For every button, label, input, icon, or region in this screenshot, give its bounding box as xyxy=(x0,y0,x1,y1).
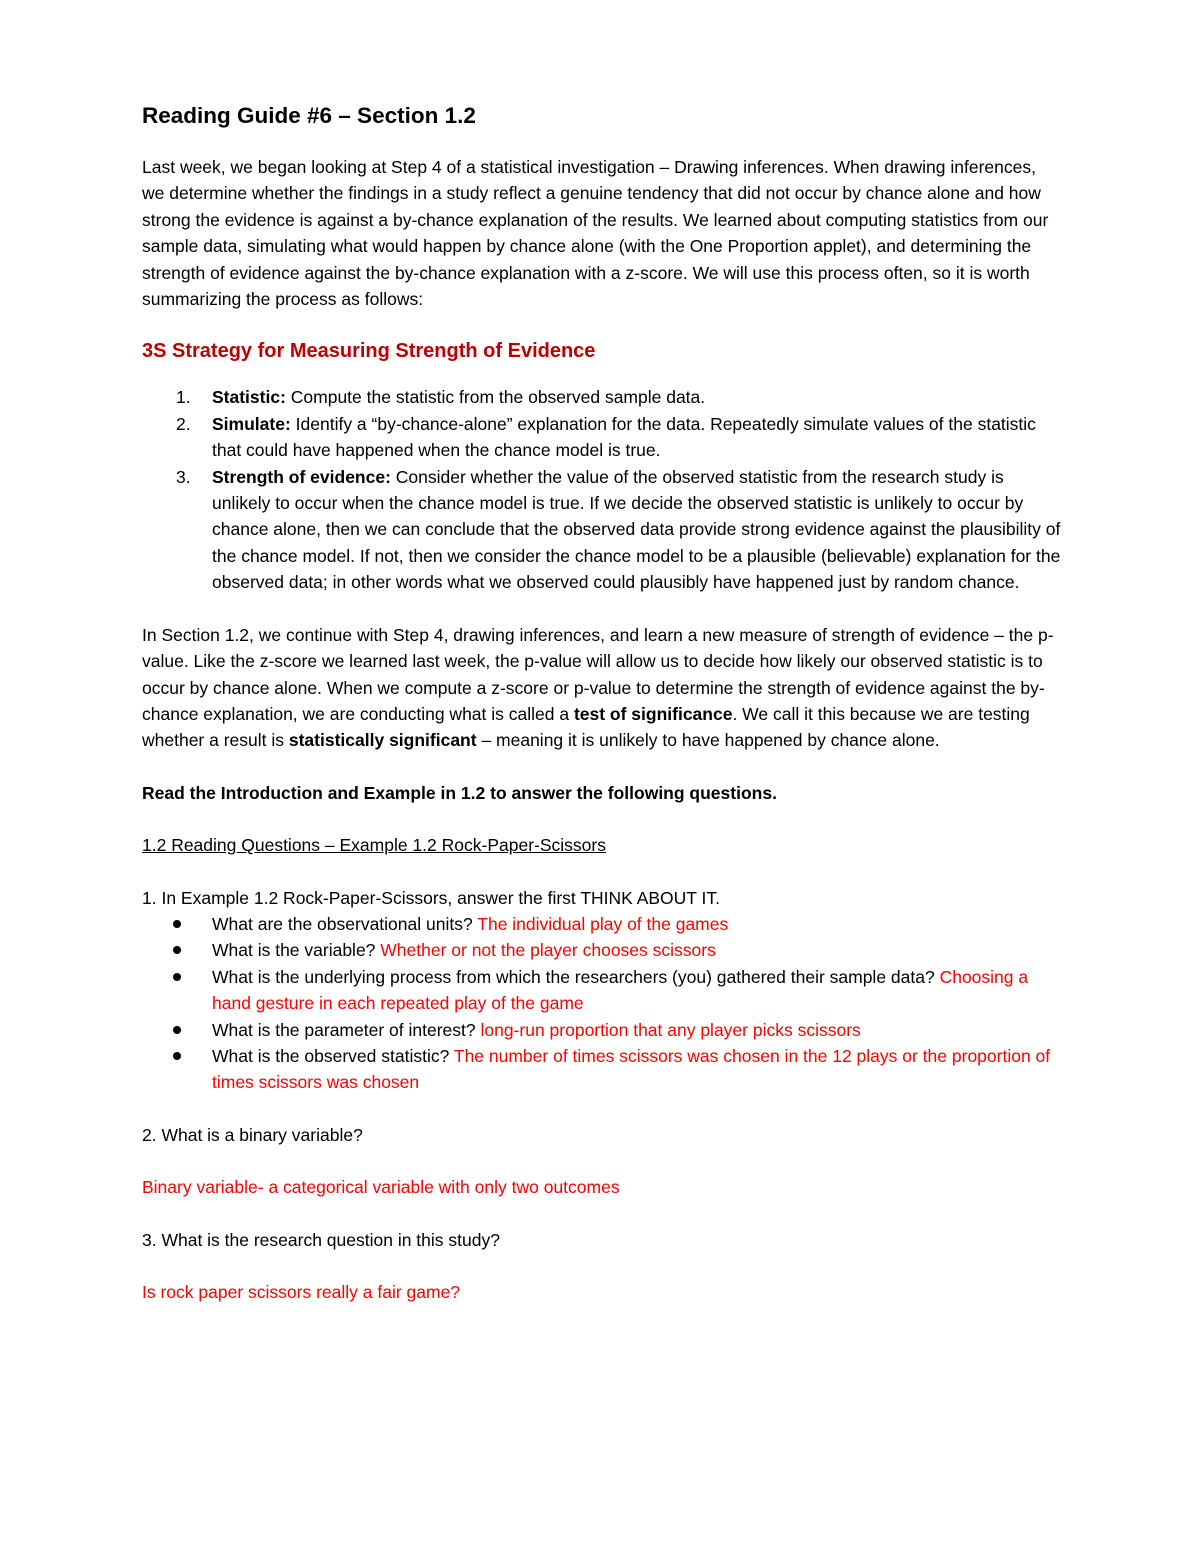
question-3-answer: Is rock paper scissors really a fair game? xyxy=(142,1282,461,1302)
strategy-step xyxy=(142,384,1062,410)
question-3-prompt: 3. What is the research question in this study? xyxy=(142,1229,500,1250)
list-item xyxy=(142,911,1062,937)
list-item xyxy=(142,964,1062,1017)
step-number: 3. xyxy=(176,466,191,487)
section-text-3: – meaning it is unlikely to have happened by chance alone. xyxy=(476,730,940,751)
strategy-step xyxy=(142,464,1062,596)
sub-question: What is the variable? xyxy=(212,940,381,961)
list-item xyxy=(142,1043,1062,1096)
sub-answer: Choosing a hand gesture in each repeated play of the game xyxy=(212,966,1029,1014)
bullet-icon xyxy=(173,973,181,981)
section-paragraph xyxy=(142,622,1062,754)
step-number: 2. xyxy=(176,413,191,434)
document-page xyxy=(142,100,1062,1305)
term-statistically-significant: statistically significant xyxy=(288,730,477,751)
sub-answer: The individual play of the games xyxy=(477,913,729,934)
strategy-steps-list xyxy=(142,384,1062,595)
document-title: Reading Guide #6 – Section 1.2 xyxy=(142,103,476,128)
step-number: 1. xyxy=(176,387,191,408)
sub-question: What is the parameter of interest? xyxy=(212,1019,481,1040)
question-2-prompt: 2. What is a binary variable? xyxy=(142,1124,363,1145)
question-1-prompt: 1. In Example 1.2 Rock-Paper-Scissors, answer the first THINK ABOUT IT. xyxy=(142,887,721,908)
step-text: Identify a “by-chance-alone” explanation for the data. Repeatedly simulate values of the statistic that could have happened when the chance model is true. xyxy=(212,413,1036,461)
sub-question: What is the underlying process from which the researchers (you) gathered their sample data? xyxy=(212,966,940,987)
step-text: Compute the statistic from the observed sample data. xyxy=(285,387,706,408)
section-text-2: . We call it this because we are testing whether a result is xyxy=(142,703,1030,751)
question-1-list xyxy=(142,911,1062,1096)
sub-question: What are the observational units? xyxy=(212,913,478,934)
bullet-icon xyxy=(173,920,181,928)
section-text-1: In Section 1.2, we continue with Step 4, drawing inferences, and learn a new measure of strength of evidence – the p-value. Like the z-score we learned last week, the p-value will allow us to decide how likely our observed statistic is to occur by chance alone. When we compute a z-score or p-value to determine the strength of evidence against the by-chance explanation, we are conducting what is called a xyxy=(142,624,1054,724)
reading-instruction: Read the Introduction and Example in 1.2 to answer the following questions. xyxy=(142,782,777,803)
strategy-step xyxy=(142,411,1062,464)
strategy-heading: 3S Strategy for Measuring Strength of Evidence xyxy=(142,340,596,363)
question-2-answer: Binary variable- a categorical variable with only two outcomes xyxy=(142,1177,620,1198)
term-test-of-significance: test of significance xyxy=(573,703,733,724)
step-text: Consider whether the value of the observed statistic from the research study is unlikely to occur when the chance model is true. If we decide the observed statistic is unlikely to occur by chance alone, then we can conclude that the observed data provide strong evidence against the plausibility of the chance model. If not, then we consider the chance model to be a plausible (believable) explanation for the observed data; in other words what we observed could plausibly have happened just by random chance. xyxy=(212,466,1061,593)
list-item xyxy=(142,937,1062,963)
bullet-icon xyxy=(173,946,181,954)
bullet-icon xyxy=(173,1052,181,1060)
sub-answer: The number of times scissors was chosen in the 12 plays or the proportion of times scissors was chosen xyxy=(212,1045,1051,1093)
intro-paragraph: Last week, we began looking at Step 4 of a statistical investigation – Drawing inferences. When drawing inferences, we determine whether the findings in a study reflect a genuine tendency that did not occur by chance alone and how strong the evidence is against a by-chance explanation of the results. We learned about computing statistics from our sample data, simulating what would happen by chance alone (with the One Proportion applet), and determining the strength of evidence against the by-chance explanation with a z-score. We will use this process often, so it is worth summarizing the process as follows: xyxy=(142,157,1049,310)
step-label: Simulate: xyxy=(212,413,291,434)
sub-question: What is the observed statistic? xyxy=(212,1045,454,1066)
step-label: Strength of evidence: xyxy=(212,466,391,487)
step-label: Statistic: xyxy=(212,387,286,408)
questions-heading: 1.2 Reading Questions – Example 1.2 Rock-Paper-Scissors xyxy=(142,835,606,856)
bullet-icon xyxy=(173,1026,181,1034)
list-item xyxy=(142,1017,1062,1043)
sub-answer: Whether or not the player chooses scissors xyxy=(380,940,716,961)
sub-answer: long-run proportion that any player picks scissors xyxy=(480,1019,861,1040)
